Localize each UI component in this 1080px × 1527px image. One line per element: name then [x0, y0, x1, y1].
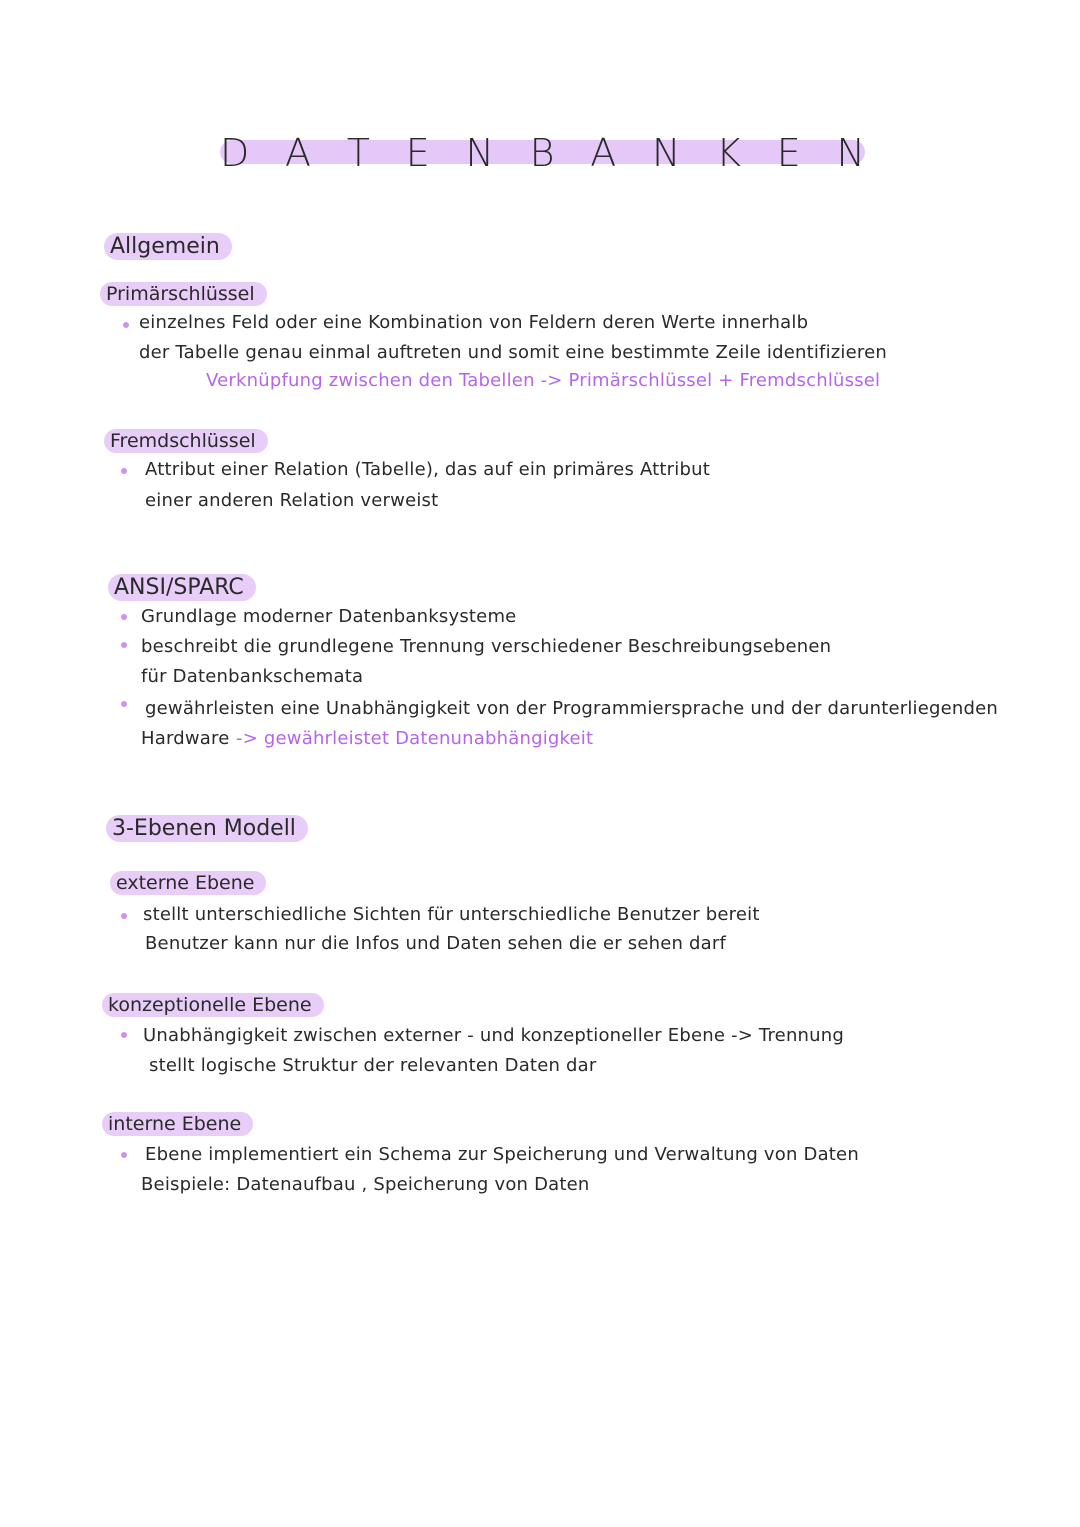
title-letter: E: [776, 131, 801, 175]
heading-fremdschluessel: Fremdschlüssel: [104, 429, 268, 453]
heading-interne-ebene: interne Ebene: [102, 1112, 253, 1136]
heading-konzeptionelle-ebene: konzeptionelle Ebene: [102, 993, 324, 1017]
primaerschluessel-line-2: der Tabelle genau einmal auftreten und somit eine bestimmte Zeile identifizieren: [139, 342, 887, 363]
ansi-line-3: für Datenbankschemata: [141, 666, 364, 687]
ansi-note: -> gewährleistet Datenunabhängigkeit: [236, 728, 594, 749]
ansi-line-5: Hardware: [141, 728, 230, 749]
bullet-dot: [121, 913, 127, 919]
heading-primaerschluessel: Primärschlüssel: [100, 282, 267, 306]
bullet-dot: [121, 468, 127, 474]
bullet-dot: [121, 1152, 127, 1158]
bullet-dot: [121, 701, 127, 707]
heading-3-ebenen-modell: 3-Ebenen Modell: [106, 815, 308, 842]
konzeptionell-line-1: Unabhängigkeit zwischen externer - und konzeptioneller Ebene -> Trennung: [143, 1025, 845, 1046]
title-letter: D: [220, 131, 250, 175]
heading-allgemein: Allgemein: [104, 233, 232, 260]
primaerschluessel-note: Verknüpfung zwischen den Tabellen -> Primärschlüssel + Fremdschlüssel: [206, 370, 881, 391]
fremdschluessel-line-2: einer anderen Relation verweist: [145, 490, 439, 511]
title-letter: E: [405, 131, 430, 175]
extern-line-1: stellt unterschiedliche Sichten für unterschiedliche Benutzer bereit: [143, 904, 760, 925]
title-letter: T: [346, 131, 370, 175]
title-letter: K: [716, 131, 742, 175]
intern-line-1: Ebene implementiert ein Schema zur Speicherung und Verwaltung von Daten: [145, 1144, 859, 1165]
bullet-dot: [123, 322, 129, 328]
bullet-dot: [121, 614, 127, 620]
heading-ansi-sparc: ANSI/SPARC: [108, 574, 256, 601]
bullet-dot: [121, 642, 127, 648]
intern-line-2: Beispiele: Datenaufbau , Speicherung von Daten: [141, 1174, 590, 1195]
page-title: [220, 132, 865, 174]
fremdschluessel-line-1: Attribut einer Relation (Tabelle), das auf ein primäres Attribut: [145, 459, 710, 480]
primaerschluessel-line-1: einzelnes Feld oder eine Kombination von Feldern deren Werte innerhalb: [139, 312, 809, 333]
extern-line-2: Benutzer kann nur die Infos und Daten sehen die er sehen darf: [145, 933, 727, 954]
title-letter: A: [590, 131, 617, 175]
heading-externe-ebene: externe Ebene: [110, 871, 266, 895]
title-letter: N: [651, 131, 681, 175]
title-letter: N: [836, 131, 865, 175]
title-letters: [220, 132, 865, 174]
ansi-line-1: Grundlage moderner Datenbanksysteme: [141, 606, 517, 627]
bullet-dot: [121, 1032, 127, 1038]
ansi-line-4: gewährleisten eine Unabhängigkeit von der Programmiersprache und der darunterliegenden: [145, 698, 999, 719]
title-letter: A: [285, 131, 311, 175]
title-letter: N: [465, 131, 494, 175]
title-letter: B: [529, 131, 555, 175]
konzeptionell-line-2: stellt logische Struktur der relevanten Daten dar: [149, 1055, 597, 1076]
ansi-line-2: beschreibt die grundlegene Trennung verschiedener Beschreibungsebenen: [141, 636, 832, 657]
